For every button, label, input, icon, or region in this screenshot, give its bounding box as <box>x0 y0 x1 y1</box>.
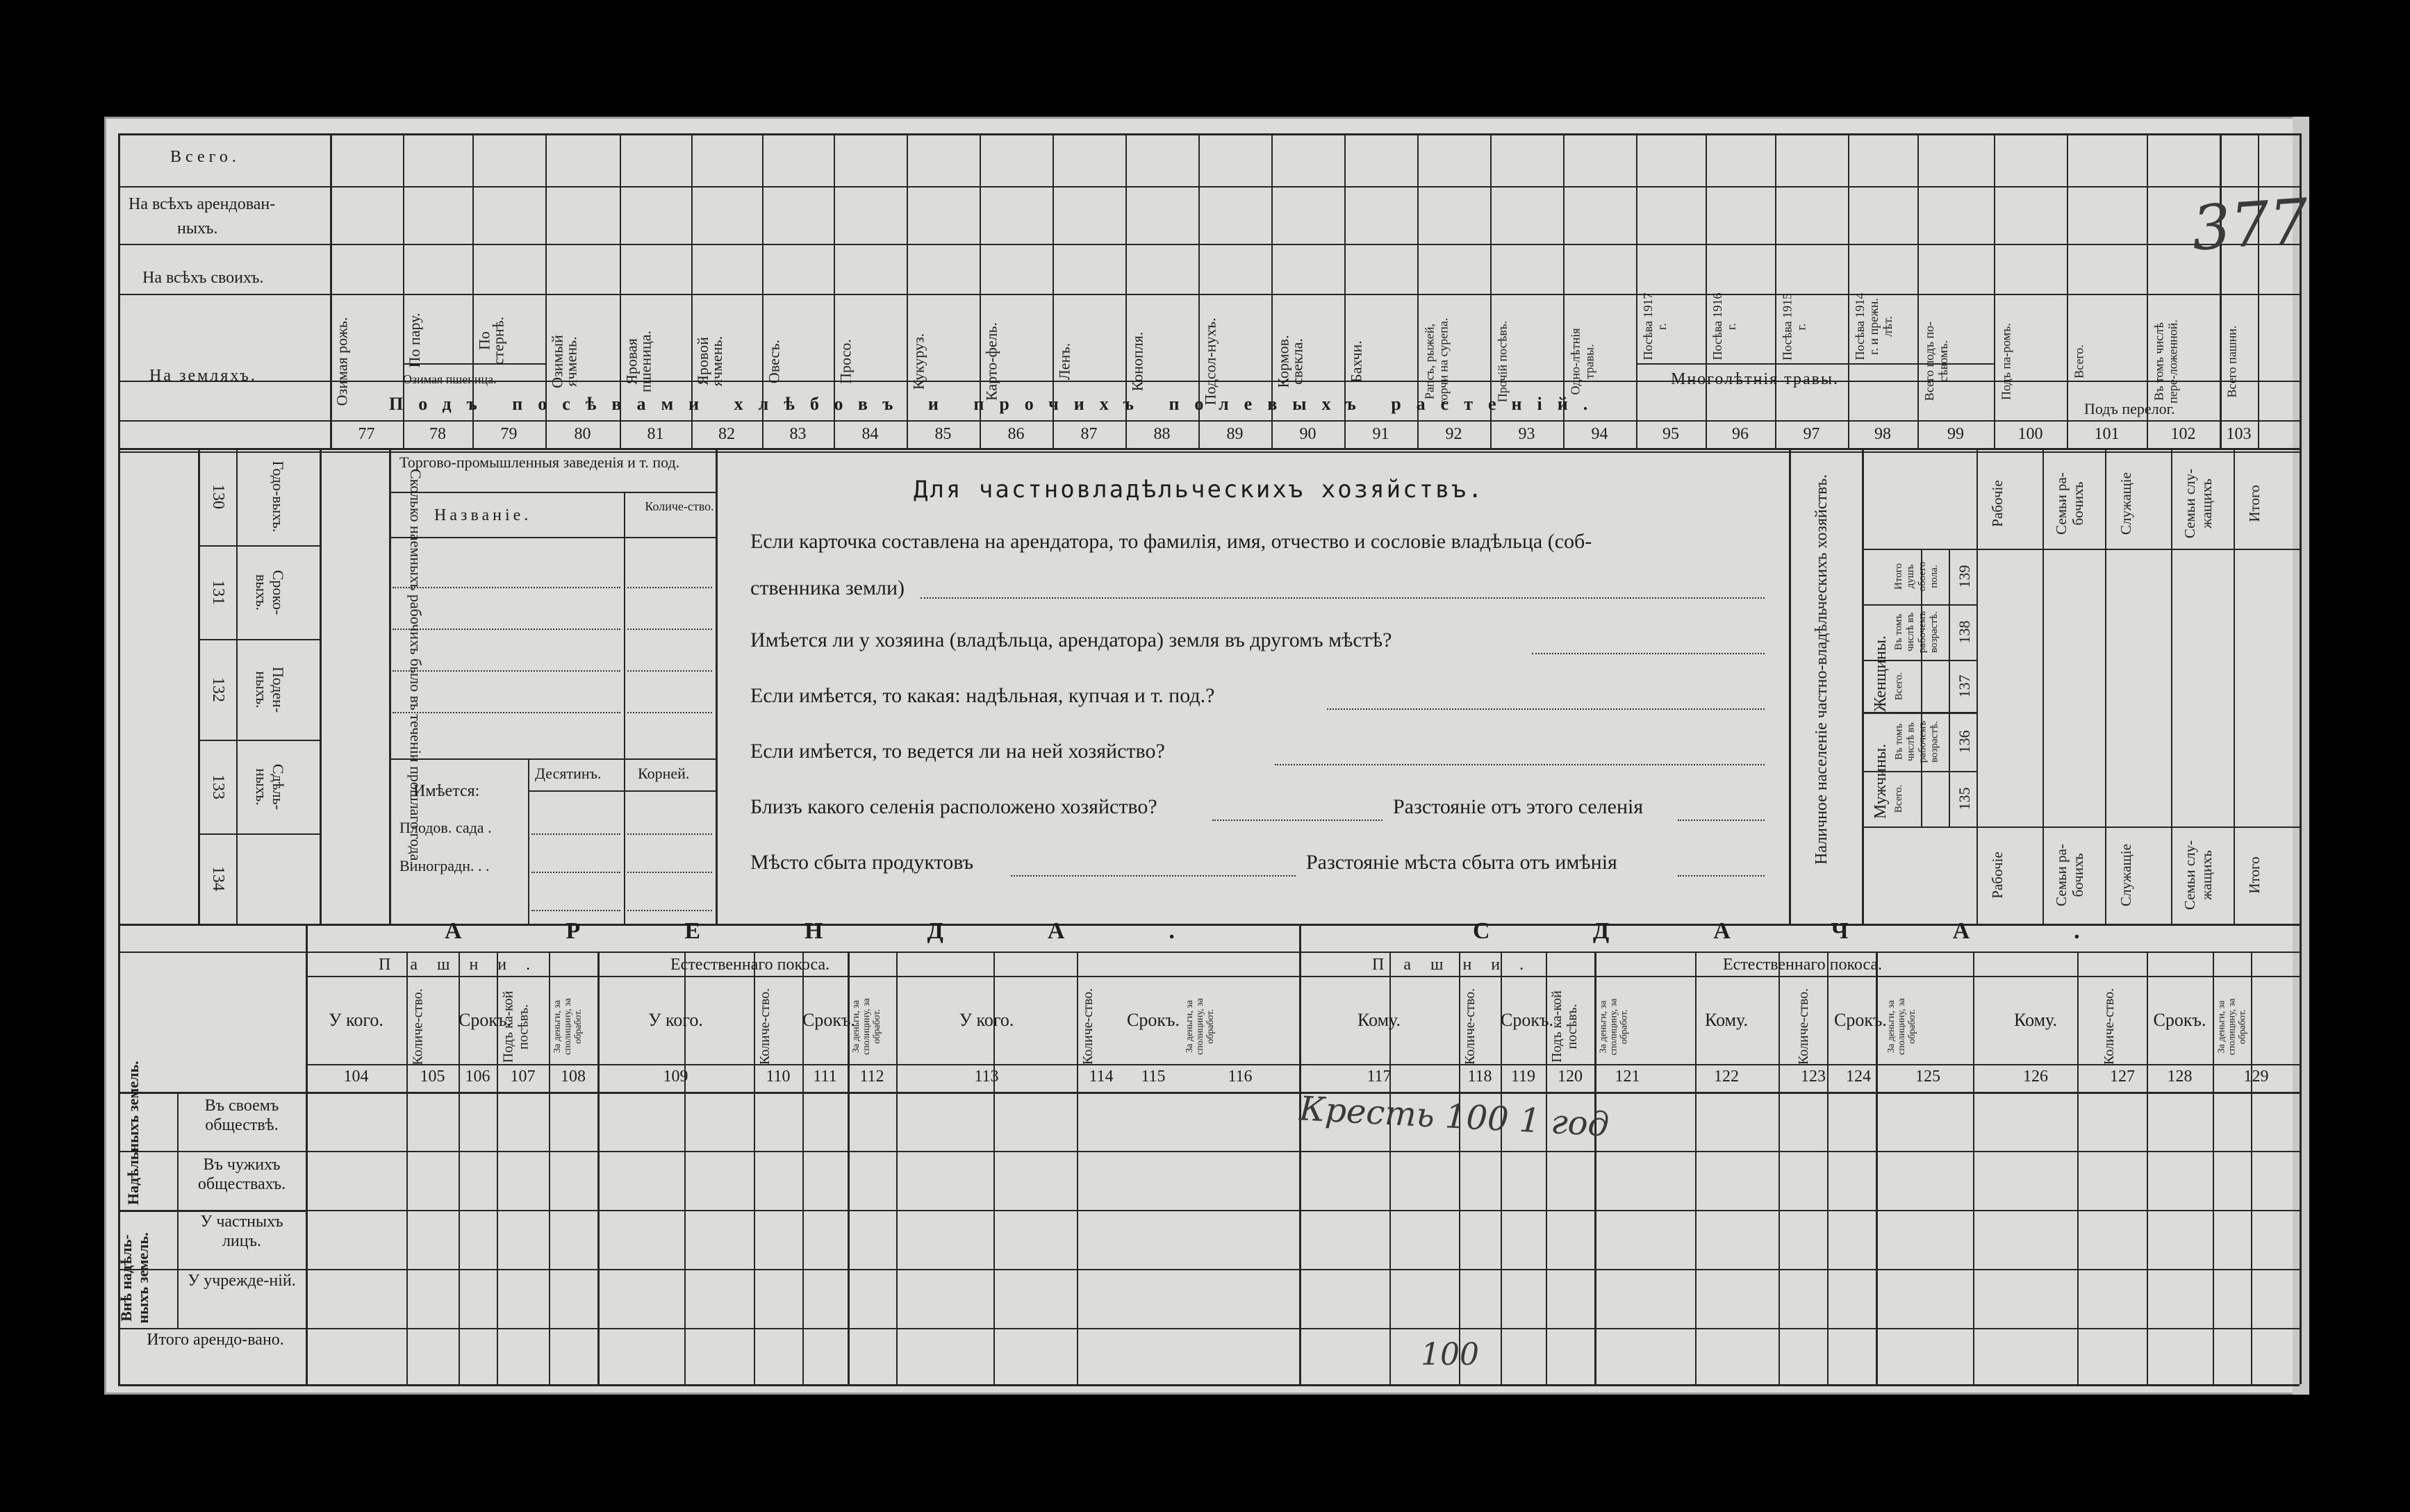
col-num-82: 82 <box>718 425 735 443</box>
rule-v <box>2220 133 2222 448</box>
dotted-line <box>627 872 712 873</box>
col-label-100: Подъ па-ромъ. <box>1999 322 2013 400</box>
rule-h <box>118 244 2300 245</box>
col-num-84: 84 <box>861 425 879 443</box>
lease-label-123: Количе-ство. <box>1796 988 1811 1065</box>
dotted-line <box>627 629 712 630</box>
nadel-label: Надѣльныхъ земель. <box>124 1061 142 1205</box>
col-num-92: 92 <box>1445 425 1462 443</box>
lease-label-112: За деньги, за сполицину, за обработ. <box>851 998 882 1055</box>
lease-label-118: Количе-ство. <box>1462 988 1478 1065</box>
lease-label-113: У кого. <box>959 1010 1014 1030</box>
lease-num-129: 129 <box>2243 1067 2269 1086</box>
lease-label-106: Срокъ. <box>459 1010 511 1030</box>
dotted-line <box>1678 875 1765 877</box>
lease-num-118: 118 <box>1467 1067 1492 1086</box>
sdacha-banner: СДАЧА. <box>1473 918 2184 944</box>
row-label-vsego: Всего. <box>170 148 240 166</box>
col-num-103: 103 <box>2226 425 2252 443</box>
staff-head-top-4: Итого <box>2245 485 2263 522</box>
dotted-line <box>627 587 712 588</box>
col-label-85: Кукуруз. <box>909 333 927 390</box>
rule-v <box>716 448 718 924</box>
col-label-95: Посѣва 1917 г. <box>1641 292 1669 360</box>
lease-num-109: 109 <box>663 1067 688 1086</box>
rule-h <box>118 1328 2300 1329</box>
dotted-line <box>627 833 712 835</box>
rule-v <box>1789 448 1791 924</box>
handwritten-total: 100 <box>1421 1337 1479 1372</box>
rule-h <box>198 639 320 640</box>
staff-head-top-3: Семьи слу-жащихъ <box>2181 468 2215 539</box>
lease-num-111: 111 <box>813 1067 837 1086</box>
lease-num-120: 120 <box>1558 1067 1583 1086</box>
trade-name-head: Названіе. <box>434 506 532 524</box>
dotted-line <box>1532 653 1765 654</box>
col-num-89: 89 <box>1226 425 1244 443</box>
col-label-80: Озимый ячмень. <box>548 334 579 388</box>
rule-v <box>2213 952 2214 1384</box>
rule-v <box>624 492 625 924</box>
lease-num-110: 110 <box>766 1067 791 1086</box>
worker-label-132: Поден-ныхъ. <box>253 666 287 713</box>
staff-head-top-0: Рабочіе <box>1988 480 2006 527</box>
col-num-83: 83 <box>789 425 807 443</box>
dotted-line <box>627 910 712 911</box>
pod-perelog: Подъ перелог. <box>2084 400 2175 417</box>
women-label: Женщины. <box>1872 635 1890 713</box>
col-label-77: Озимая рожь. <box>333 317 350 406</box>
rule-v <box>2234 448 2235 924</box>
pop-label-137: Всего. <box>1893 672 1904 700</box>
rule-v <box>1848 133 1849 448</box>
row-label-arend: На всѣхъ арендован- <box>129 195 276 213</box>
lease-num-116: 116 <box>1228 1067 1253 1086</box>
lease-num-106: 106 <box>465 1067 490 1086</box>
col-label-79: По стернѣ. <box>475 316 506 365</box>
col-num-95: 95 <box>1662 425 1679 443</box>
rule-h <box>118 1151 2300 1152</box>
lease-num-108: 108 <box>561 1067 586 1086</box>
rule-v <box>1459 952 1460 1384</box>
arenda-pashni: Пашни. <box>379 956 550 974</box>
rule-h <box>118 952 2300 953</box>
row-label-zemlyah: На земляхъ. <box>149 367 257 385</box>
dotted-line <box>1327 708 1765 710</box>
rule-v <box>1077 952 1078 1384</box>
col-label-93: Прочій посѣвъ. <box>1495 320 1509 402</box>
rule-v <box>1706 133 1707 448</box>
col-num-86: 86 <box>1007 425 1025 443</box>
worker-num-134: 134 <box>209 866 227 891</box>
rule-v <box>330 133 332 448</box>
rule-v <box>320 448 322 924</box>
lease-num-128: 128 <box>2167 1067 2193 1086</box>
rule-v <box>1775 133 1776 448</box>
lease-num-126: 126 <box>2023 1067 2048 1086</box>
question-6b: Разстояніе мѣста сбыта отъ имѣнія <box>1306 851 1617 874</box>
rule-h <box>118 294 2300 295</box>
dotted-line <box>1678 820 1765 821</box>
dotted-line <box>1212 820 1383 821</box>
lease-label-110: Количе-ство. <box>757 988 773 1065</box>
dotted-line <box>393 712 620 713</box>
col-label-103: Всего пашни. <box>2225 325 2238 397</box>
question-3: Если имѣется, то какая: надѣльная, купчая и т. под.? <box>750 684 1215 707</box>
pop-num-136: 136 <box>1956 730 1973 753</box>
row-uchrezhdeniy: У учрежде-ній. <box>188 1272 296 1290</box>
col-label-99: Всего подъ по-сѣвомъ. <box>1922 321 1950 401</box>
lease-num-112: 112 <box>859 1067 884 1086</box>
col-num-80: 80 <box>574 425 591 443</box>
pop-num-135: 135 <box>1956 787 1973 811</box>
row-svoem: Въ своемъ обществѣ. <box>204 1097 279 1134</box>
section-title: Для частновладѣльческихъ хозяйствъ. <box>914 476 1485 504</box>
trade-title: Торгово-промышленныя заведенія и т. под. <box>399 454 680 471</box>
rule-v <box>118 133 120 1384</box>
rule-h <box>528 790 716 792</box>
lease-label-127: Количе-ство. <box>2102 988 2117 1065</box>
rule-v <box>2171 448 2172 924</box>
pop-label-135: Всего. <box>1893 784 1904 813</box>
pop-num-138: 138 <box>1956 620 1973 644</box>
col-label-78: По пару. <box>406 313 423 368</box>
rule-h <box>118 448 2300 450</box>
lease-label-109: У кого. <box>648 1010 703 1030</box>
lease-label-129: За деньги, за сполицину, за обработ. <box>2216 998 2247 1055</box>
rule-h <box>118 420 2300 422</box>
lease-label-119: Срокъ. <box>1501 1010 1553 1030</box>
lease-num-117: 117 <box>1367 1067 1392 1086</box>
col-label-92: Рапсъ, рыжей, горчи на сурепа. <box>1422 317 1450 405</box>
rule-h <box>118 133 2300 135</box>
col-label-89: Подсол-нухъ. <box>1201 317 1219 406</box>
col-num-99: 99 <box>1947 425 1964 443</box>
lease-label-111: Срокъ. <box>802 1010 855 1030</box>
mnogolet-travy: Многолѣтнія травы. <box>1671 370 1840 388</box>
lease-num-107: 107 <box>510 1067 536 1086</box>
staff-head-bottom-1: Семьи ра-бочихъ <box>2053 844 2086 906</box>
rule-h <box>306 976 2300 977</box>
row-label-arend-2: ныхъ. <box>177 219 218 238</box>
col-num-79: 79 <box>500 425 518 443</box>
row-itogo: Итого арендо-вано. <box>147 1331 284 1349</box>
question-5b: Разстояніе отъ этого селенія <box>1393 795 1644 818</box>
row-chastnyh: У частныхъ лицъ. <box>200 1213 283 1250</box>
pop-label-138: Въ томъ числѣ въ рабочемъ возрастѣ. <box>1893 610 1940 654</box>
staff-head-bottom-0: Рабочіе <box>1988 851 2006 899</box>
col-num-78: 78 <box>429 425 446 443</box>
rule-v <box>528 758 529 924</box>
col-label-91: Бахчи. <box>1347 340 1364 383</box>
staff-head-bottom-3: Семьи слу-жащихъ <box>2181 840 2215 911</box>
rule-h <box>1862 604 1976 606</box>
col-label-88: Конопля. <box>1128 331 1146 391</box>
lease-num-105: 105 <box>420 1067 445 1086</box>
lease-num-104: 104 <box>343 1067 369 1086</box>
col-num-100: 100 <box>2017 425 2043 443</box>
col-label-82: Яровой ячмень. <box>694 335 725 387</box>
lease-num-115: 115 <box>1141 1067 1166 1086</box>
lease-label-116: За деньги, за сполицину, за обработ. <box>1185 998 1216 1055</box>
card-number: 377 <box>2189 185 2311 265</box>
rule-v <box>2067 133 2068 448</box>
col-label-83: Овесъ. <box>765 339 782 383</box>
col-label-84: Просо. <box>836 338 854 384</box>
col-label-90: Кормов. свекла. <box>1274 334 1305 388</box>
rule-h <box>198 740 320 741</box>
rule-v <box>754 952 755 1384</box>
worker-num-132: 132 <box>209 676 227 702</box>
korney-head: Корней. <box>638 765 690 782</box>
col-num-96: 96 <box>1732 425 1749 443</box>
imeetsya-label: Имѣется: <box>413 782 480 800</box>
rule-h <box>118 1092 2300 1094</box>
lease-label-114: Количе-ство. <box>1080 988 1096 1065</box>
worker-num-130: 130 <box>209 484 227 509</box>
col-num-93: 93 <box>1518 425 1535 443</box>
sdacha-pashni: Пашни. <box>1372 956 1544 974</box>
rule-h <box>118 186 2300 188</box>
col-num-87: 87 <box>1080 425 1098 443</box>
dotted-line <box>393 587 620 588</box>
rule-v <box>2042 448 2044 924</box>
col-label-102: Въ томъ числѣ пере-ложенной. <box>2152 319 2179 404</box>
lease-label-128: Срокъ. <box>2153 1010 2206 1030</box>
pop-num-137: 137 <box>1956 674 1973 697</box>
workers-note: Сколько наемныхъ рабочихъ было въ теченіи прошлаго года. <box>407 469 424 865</box>
lease-num-127: 127 <box>2110 1067 2135 1086</box>
col-num-94: 94 <box>1591 425 1608 443</box>
rule-h <box>198 545 320 547</box>
rule-v <box>1917 133 1919 448</box>
worker-label-130: Годо-выхъ. <box>270 460 287 533</box>
worker-num-133: 133 <box>209 774 227 799</box>
dotted-line <box>1011 875 1296 877</box>
lease-label-126: Кому. <box>2014 1010 2057 1030</box>
pop-num-139: 139 <box>1956 565 1973 588</box>
lease-label-117: Кому. <box>1357 1010 1401 1030</box>
rule-h <box>2067 420 2220 422</box>
lease-label-122: Кому. <box>1705 1010 1748 1030</box>
col-label-97: Посѣва 1915 г. <box>1780 292 1808 360</box>
rule-v <box>1636 133 1637 448</box>
col-label-87: Ленъ. <box>1055 342 1073 380</box>
lease-num-125: 125 <box>1915 1067 1940 1086</box>
vne-nadel-label: Внѣ надѣль-ныхъ земель. <box>117 1232 151 1324</box>
rule-v <box>236 448 238 924</box>
col-label-98: Посѣва 1914 г. и прежн. лѣт. <box>1853 292 1895 360</box>
lease-label-121: За деньги, за сполицину, за обработ. <box>1598 998 1629 1055</box>
rule-h <box>389 492 716 493</box>
question-1b: ственника земли) <box>750 576 905 599</box>
lease-num-114: 114 <box>1089 1067 1114 1086</box>
col-num-85: 85 <box>934 425 952 443</box>
lease-num-122: 122 <box>1714 1067 1739 1086</box>
rule-h <box>1862 549 1976 550</box>
rule-h <box>198 833 320 835</box>
question-4: Если имѣется, то ведется ли на ней хозяйство? <box>750 740 1165 763</box>
worker-num-131: 131 <box>209 579 227 605</box>
lease-num-123: 123 <box>1801 1067 1826 1086</box>
rule-v <box>2300 133 2302 1384</box>
col-num-98: 98 <box>1874 425 1891 443</box>
desyatin-head: Десятинъ. <box>535 765 602 782</box>
rule-h <box>118 1384 2300 1386</box>
lease-num-124: 124 <box>1846 1067 1871 1086</box>
question-1: Если карточка составлена на арендатора, то фамилія, имя, отчество и сословіе владѣльца (соб- <box>750 530 1592 553</box>
rule-v <box>1994 133 1995 448</box>
dotted-line <box>393 629 620 630</box>
rule-v <box>1976 448 1978 924</box>
row-chuzhih: Въ чужихъ обществахъ. <box>197 1156 286 1193</box>
worker-label-133: Сдѣль-ныхъ. <box>253 763 287 810</box>
lease-label-107: Подъ ка-кой посѣвъ. <box>500 990 531 1063</box>
dotted-line <box>531 833 620 835</box>
vinograd: Виноградн. . . <box>399 857 490 874</box>
plodov-sad: Плодов. сада . <box>399 819 492 836</box>
men-label: Мужчины. <box>1872 743 1890 820</box>
rule-v <box>198 448 200 924</box>
dotted-line <box>1275 764 1765 765</box>
trade-qty-head: Количе-ство. <box>645 499 714 513</box>
rule-v <box>549 952 550 1384</box>
rule-h <box>118 1269 2300 1270</box>
col-label-96: Посѣва 1916 г. <box>1710 292 1738 360</box>
col-num-88: 88 <box>1153 425 1171 443</box>
rule-h <box>1862 826 1976 828</box>
dotted-line <box>531 872 620 873</box>
col-num-77: 77 <box>358 425 375 443</box>
crops-banner: Подъ посѣвами хлѣбовъ и прочихъ полевыхъ растеній. <box>389 394 1603 414</box>
rule-v <box>1862 448 1864 924</box>
lease-label-125: За деньги, за сполицину, за обработ. <box>1886 998 1917 1055</box>
handwritten-entry: Кресть 100 1 год <box>1298 1089 1610 1145</box>
question-2: Имѣется ли у хозяина (владѣльца, арендатора) земля въ другомъ мѣстѣ? <box>750 629 1392 651</box>
worker-label-131: Сроко-выхъ. <box>253 570 287 615</box>
col-num-97: 97 <box>1803 425 1820 443</box>
col-num-101: 101 <box>2094 425 2120 443</box>
lease-label-105: Количе-ство. <box>410 988 425 1065</box>
col-num-81: 81 <box>647 425 664 443</box>
question-6: Мѣсто сбыта продуктовъ <box>750 851 974 874</box>
lease-label-108: За деньги, за сполицину, за обработ. <box>552 998 584 1055</box>
question-5: Близъ какого селенія расположено хозяйство? <box>750 795 1157 818</box>
lease-num-121: 121 <box>1615 1067 1640 1086</box>
lease-label-115: Срокъ. <box>1127 1010 1180 1030</box>
dotted-line <box>921 597 1765 599</box>
rule-v <box>1594 952 1596 1384</box>
rule-h <box>118 1210 2300 1211</box>
col-num-102: 102 <box>2170 425 2196 443</box>
sdacha-pokos: Естественнаго покоса. <box>1723 956 1883 974</box>
rule-h <box>1976 549 2300 550</box>
col-num-90: 90 <box>1299 425 1317 443</box>
staff-head-top-2: Служащіе <box>2117 472 2134 535</box>
rule-h <box>1976 826 2300 828</box>
rule-h <box>389 758 716 760</box>
pop-label-139: Итого душъ обоего пола. <box>1893 561 1940 592</box>
staff-head-bottom-2: Служащіе <box>2117 844 2134 906</box>
staff-head-bottom-4: Итого <box>2245 856 2263 894</box>
lease-label-124: Срокъ. <box>1834 1010 1887 1030</box>
population-title: Наличное населеніе частно-владѣльческихъ хозяйствъ. <box>1813 474 1831 865</box>
ozimaya-pshenitsa: Озимая пшеница. <box>403 372 497 386</box>
rule-v <box>2258 133 2259 448</box>
col-label-86: Карто-фель. <box>982 322 1000 401</box>
lease-label-104: У кого. <box>329 1010 383 1030</box>
dotted-line <box>393 670 620 672</box>
rule-v <box>306 924 308 1384</box>
arenda-pokos: Естественнаго покоса. <box>670 956 830 974</box>
lease-num-119: 119 <box>1510 1067 1536 1086</box>
col-label-81: Яровая пшеница. <box>622 330 654 392</box>
dotted-line <box>627 670 712 672</box>
lease-num-113: 113 <box>974 1067 999 1086</box>
dotted-line <box>531 910 620 911</box>
staff-head-top-1: Семьи ра-бочихъ <box>2053 472 2086 535</box>
rule-v <box>406 952 408 1384</box>
col-label-94: Одно-лѣтнія травы. <box>1568 327 1596 395</box>
arenda-banner: АРЕНДА. <box>445 918 1279 944</box>
col-num-91: 91 <box>1372 425 1389 443</box>
dotted-line <box>627 712 712 713</box>
lease-label-120: Подъ ка-кой посѣвъ. <box>1549 990 1580 1063</box>
pop-label-136: Въ томъ числѣ въ рабочемъ возрастѣ. <box>1893 720 1940 763</box>
rule-h <box>306 1064 2300 1065</box>
rule-h <box>389 537 716 538</box>
row-label-svoih: На всѣхъ своихъ. <box>142 269 264 287</box>
rule-v <box>2105 448 2106 924</box>
col-label-101: Всего. <box>2072 344 2086 379</box>
